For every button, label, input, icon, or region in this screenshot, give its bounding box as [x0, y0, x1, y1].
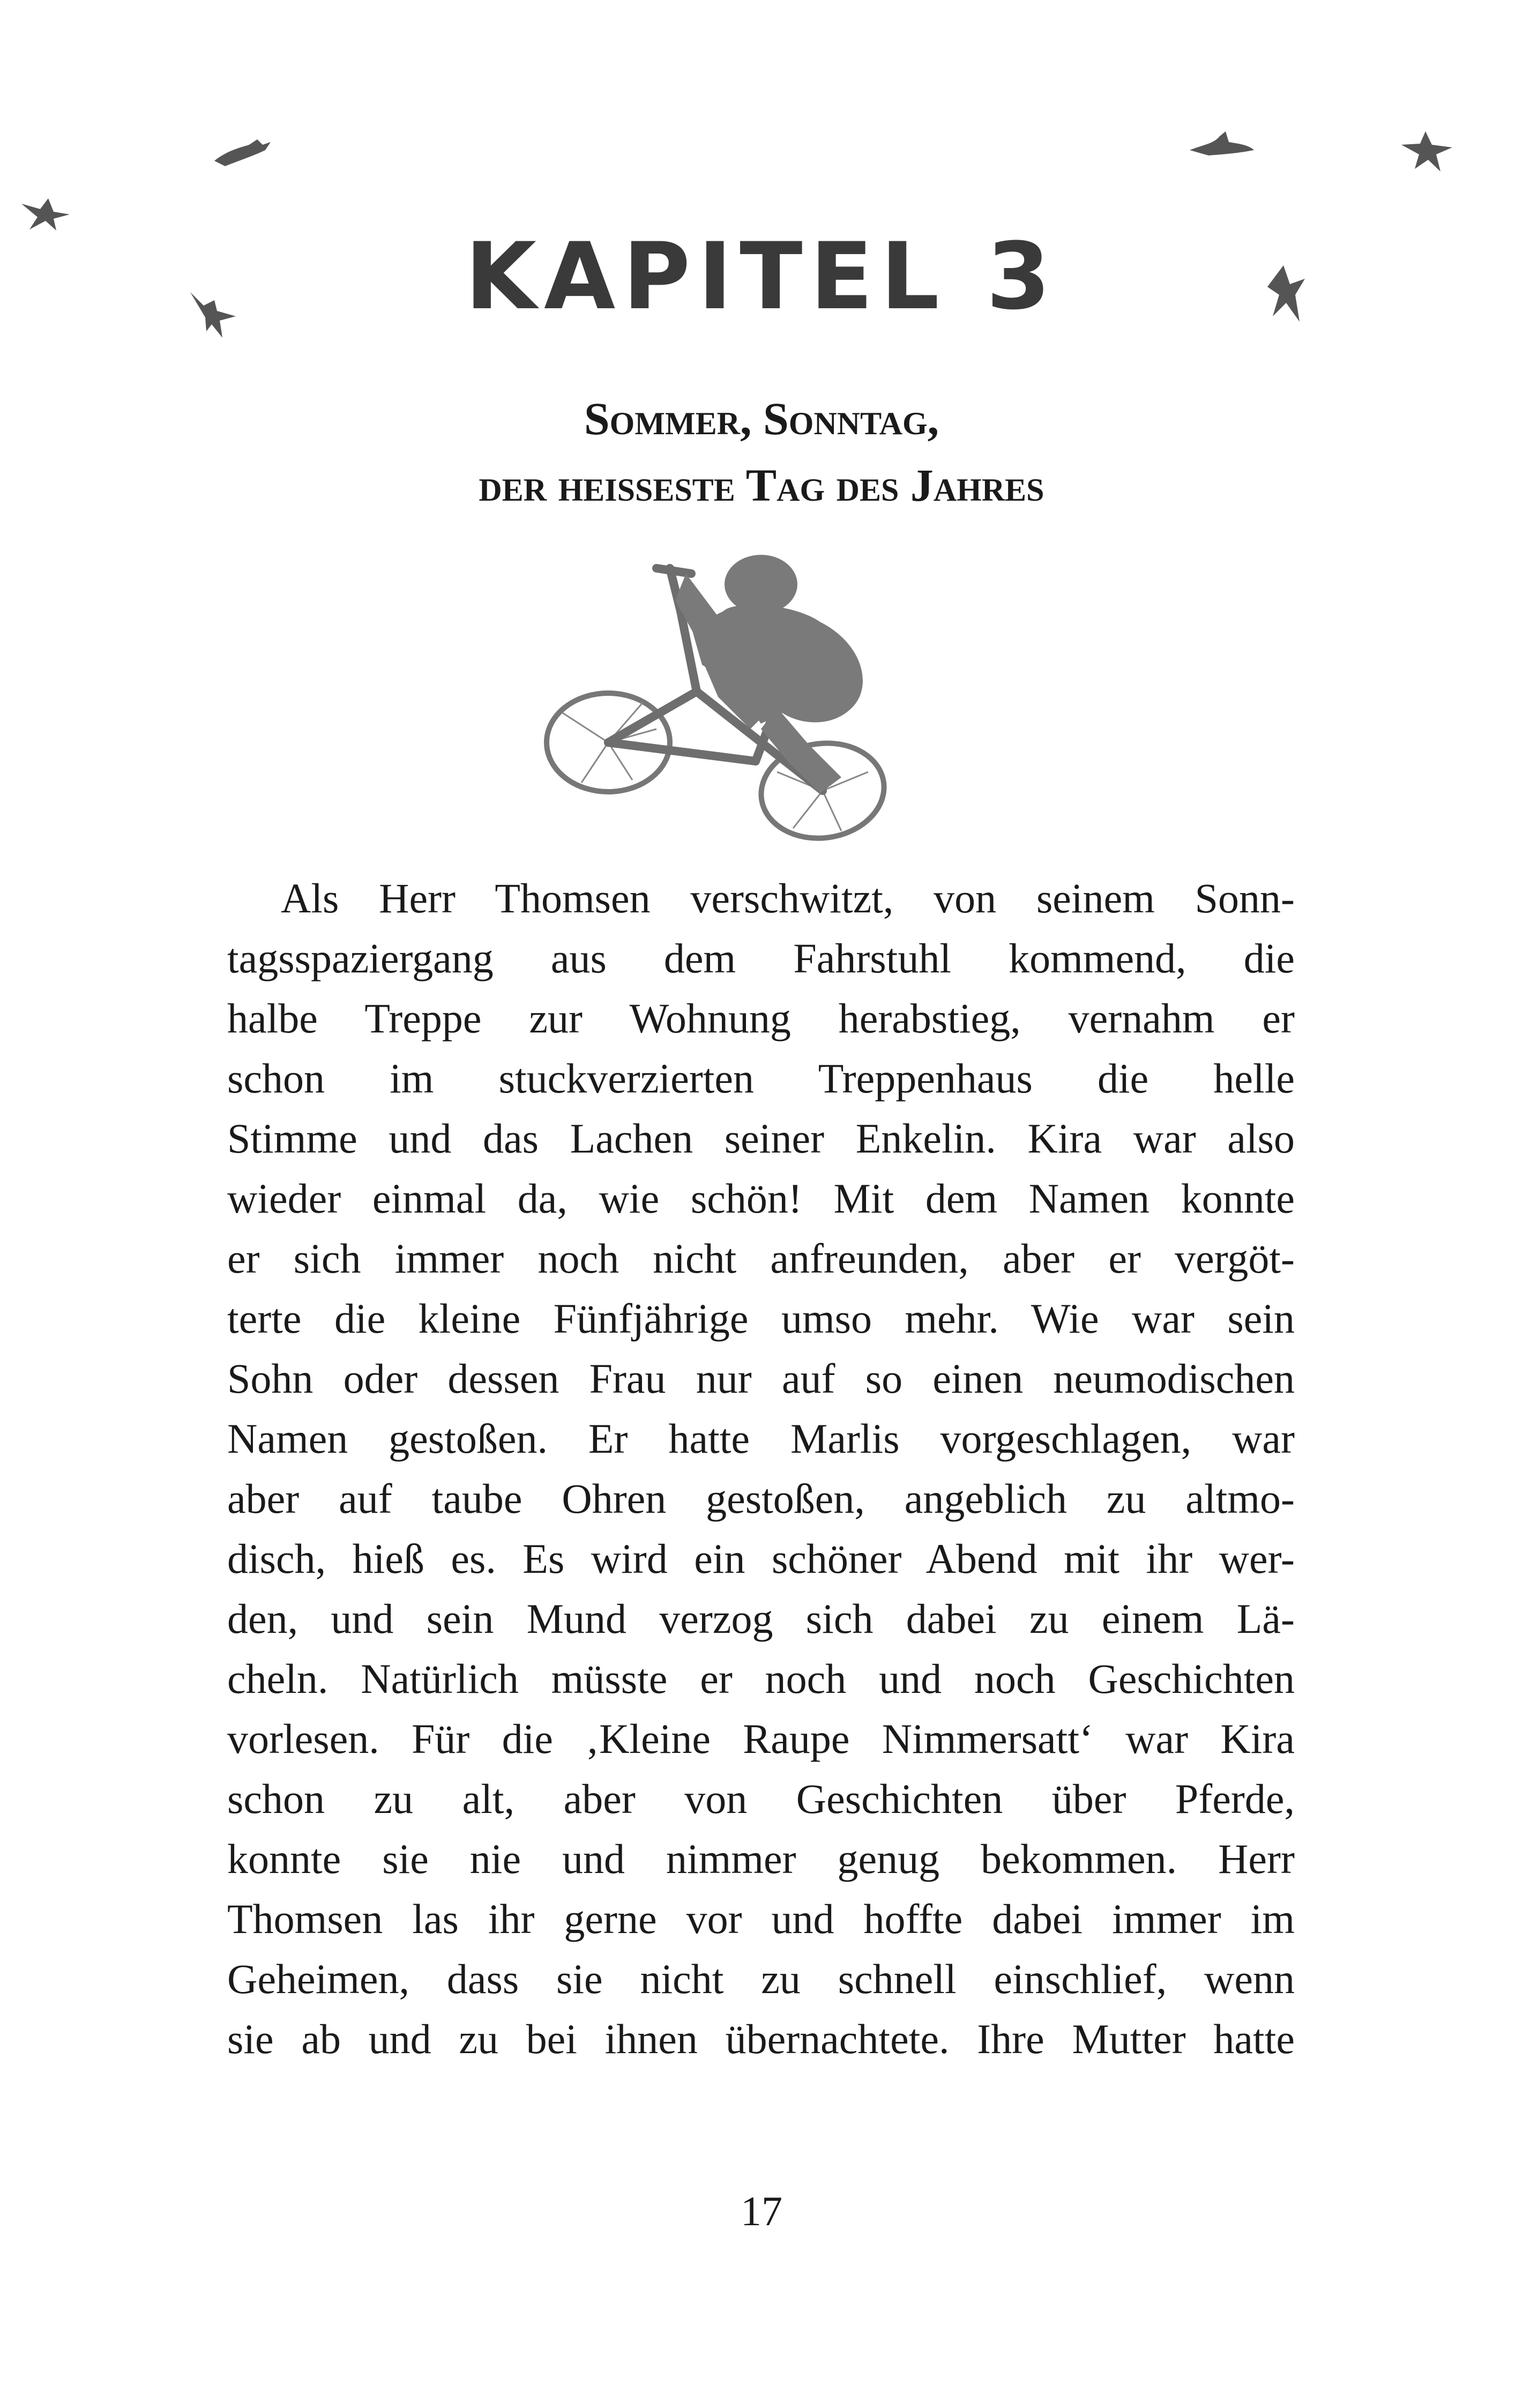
bird-icon: [16, 193, 75, 236]
text-line: Geheimen, dass sie nicht zu schnell einschlief, wenn: [227, 1956, 1295, 2002]
text-line: disch, hieß es. Es wird ein schöner Abend mit ihr wer-: [227, 1535, 1295, 1582]
bicycle-rider-illustration: [541, 552, 916, 868]
page-number: 17: [741, 2188, 782, 2234]
text-line: schon zu alt, aber von Geschichten über Pferde,: [227, 1775, 1295, 1822]
text-line: schon im stuckverzierten Treppenhaus die helle: [227, 1055, 1295, 1102]
text-line: cheln. Natürlich müsste er noch und noch Geschichten: [227, 1655, 1295, 1702]
text-line: konnte sie nie und nimmer genug bekommen. Herr: [227, 1835, 1295, 1882]
text-line: vorlesen. Für die ‚Kleine Raupe Nimmersatt‘ war Kira: [227, 1715, 1295, 1762]
chapter-subtitle-line-1: Sommer, Sonntag,: [584, 393, 939, 444]
chapter-subtitle-line-2: der heißeste Tag des Jahres: [479, 459, 1044, 511]
text-line: terte die kleine Fünfjährige umso mehr. Wie war sein: [227, 1295, 1295, 1342]
text-line: Namen gestoßen. Er hatte Marlis vorgeschlagen, war: [227, 1415, 1295, 1462]
text-line: aber auf taube Ohren gestoßen, angeblich zu altmo-: [227, 1475, 1295, 1522]
text-line: Thomsen las ihr gerne vor und hoffte dabei immer im: [227, 1896, 1295, 1942]
text-line: Sohn oder dessen Frau nur auf so einen neumodischen: [227, 1355, 1295, 1402]
text-line: wieder einmal da, wie schön! Mit dem Namen konnte: [227, 1175, 1295, 1222]
text-line: er sich immer noch nicht anfreunden, aber er vergöt-: [227, 1235, 1295, 1282]
text-line: Als Herr Thomsen verschwitzt, von seinem Sonn-: [281, 875, 1295, 921]
text-line: sie ab und zu bei ihnen übernachtete. Ihre Mutter hatte: [227, 2016, 1295, 2062]
bird-icon: [1399, 129, 1458, 177]
bird-icon: [212, 129, 276, 172]
bird-icon: [1187, 129, 1257, 166]
text-line: tagsspaziergang aus dem Fahrstuhl kommend, die: [227, 935, 1295, 982]
text-line: den, und sein Mund verzog sich dabei zu einem Lä-: [227, 1595, 1295, 1642]
chapter-title: KAPITEL 3: [465, 222, 1058, 330]
body-text: [227, 868, 1295, 2069]
text-line: Stimme und das Lachen seiner Enkelin. Kira war also: [227, 1115, 1295, 1162]
text-line: halbe Treppe zur Wohnung herabstieg, vernahm er: [227, 995, 1295, 1042]
